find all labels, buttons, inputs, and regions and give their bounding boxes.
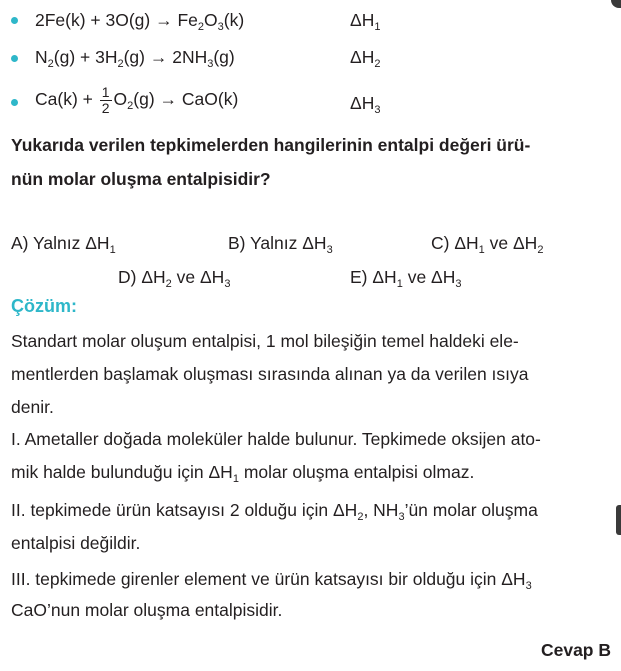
solution-line: III. tepkimede girenler element ve ürün katsayısı bir olduğu için $\Delta H_3$ bbox=[11, 569, 532, 592]
question-line-2: nün molar oluşma entalpisidir? bbox=[11, 169, 271, 189]
solution-line: Standart molar oluşum entalpisi, 1 mol bileşiğin temel haldeki ele- bbox=[11, 331, 519, 351]
option-d[interactable]: D) $\Delta H_2$ ve $\Delta H_3$ bbox=[118, 267, 231, 290]
question-line-1: Yukarıda verilen tepkimelerden hangilerinin entalpi değeri ürü- bbox=[11, 135, 531, 155]
answer-label: Cevap B bbox=[540, 640, 611, 660]
reaction-1-equation: $2Fe(k) + 3O(g) \to Fe_2O_3(k)$ bbox=[35, 10, 245, 33]
reaction-3-equation: Ca(k) + $\frac{1}{2}$ $O_2(g) \to CaO(k)$ bbox=[35, 84, 239, 116]
solution-line: denir. bbox=[11, 397, 54, 417]
corner-decoration bbox=[611, 0, 621, 8]
option-e[interactable]: E) $\Delta H_1$ ve $\Delta H_3$ bbox=[350, 267, 462, 290]
scrollbar-thumb[interactable] bbox=[616, 505, 621, 535]
reaction-2-equation: $N_2(g) + 3H_2(g) \to 2NH_3(g)$ bbox=[35, 47, 235, 70]
fraction-one-half: $\frac{1}{2}$ bbox=[101, 84, 110, 116]
option-b[interactable]: B) Yalnız $\Delta H_3$ bbox=[228, 233, 333, 256]
reaction-3-enthalpy: $\Delta H_3$ bbox=[350, 93, 381, 116]
bullet-icon bbox=[11, 17, 18, 24]
solution-line: entalpisi değildir. bbox=[11, 533, 141, 553]
bullet-icon bbox=[11, 55, 18, 62]
bullet-icon bbox=[11, 99, 18, 106]
option-a[interactable]: A) Yalnız $\Delta H_1$ bbox=[11, 233, 116, 256]
reaction-1-enthalpy: $\Delta H_1$ bbox=[350, 10, 381, 33]
solution-title: Çözüm: bbox=[11, 296, 77, 316]
solution-line: I. Ametaller doğada moleküler halde bulunur. Tepkimede oksijen ato- bbox=[11, 429, 541, 449]
solution-line: mentlerden başlamak oluşması sırasında alınan ya da verilen ısıya bbox=[11, 364, 529, 384]
solution-line: II. tepkimede ürün katsayısı 2 olduğu için $\Delta H_2$, $NH_3’ün$ molar oluşma bbox=[11, 500, 538, 523]
solution-line: mik halde bulunduğu için $\Delta H_1$ molar oluşma entalpisi olmaz. bbox=[11, 462, 475, 485]
reaction-2-enthalpy: $\Delta H_2$ bbox=[350, 47, 381, 70]
solution-line: CaO’nun molar oluşma entalpisidir. bbox=[11, 600, 283, 620]
option-c[interactable]: C) $\Delta H_1$ ve $\Delta H_2$ bbox=[431, 233, 544, 256]
